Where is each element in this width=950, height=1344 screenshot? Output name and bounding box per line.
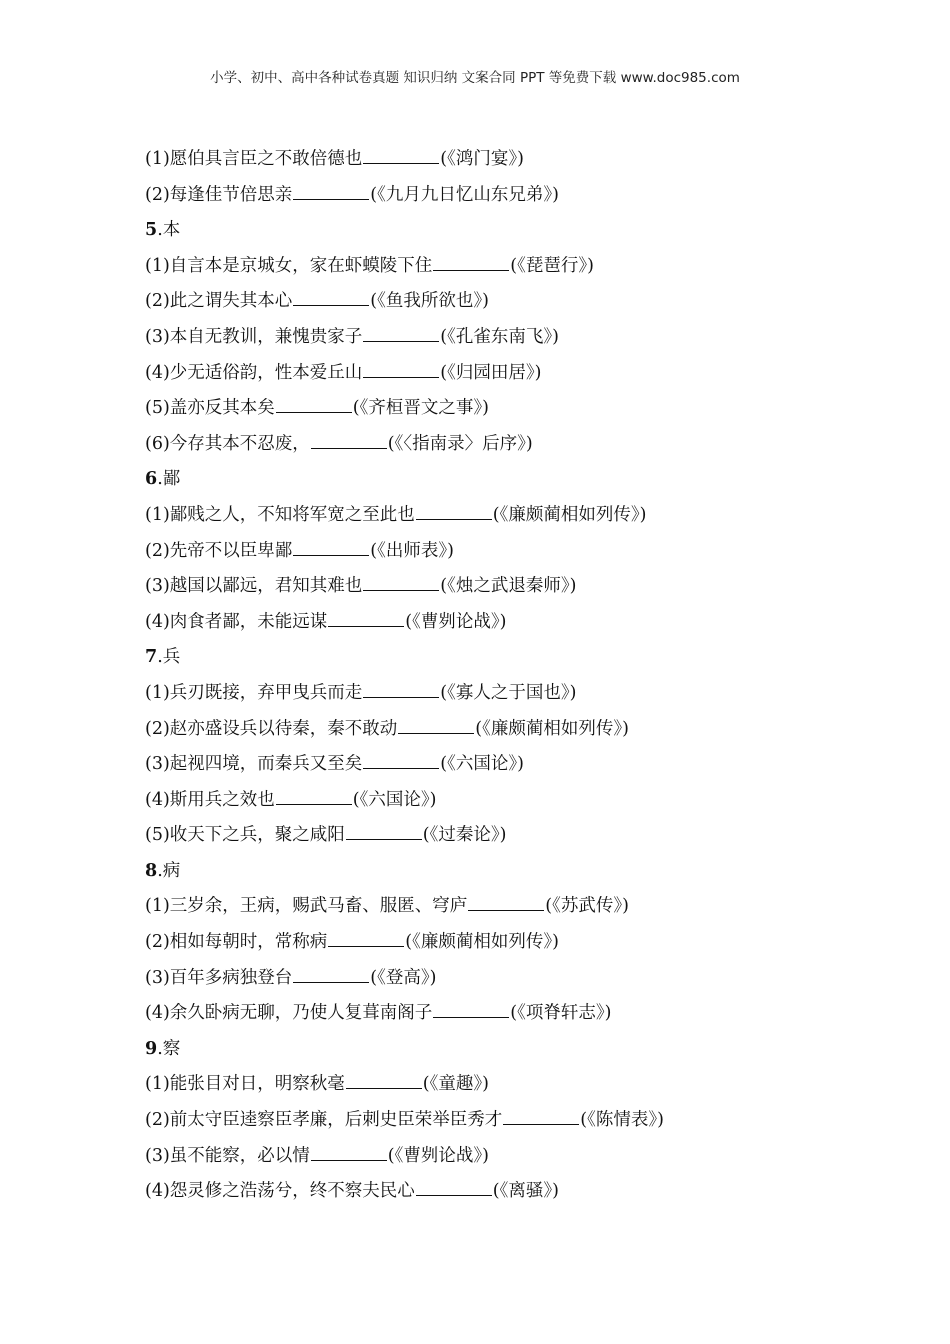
exercise-item	[145, 1139, 905, 1175]
exercise-item	[145, 925, 905, 961]
answer-blank[interactable]	[293, 288, 369, 306]
section-number: 8	[145, 860, 158, 881]
source-title: (《六国论》)	[352, 789, 437, 810]
source-title: (《烛之武退秦师》)	[440, 576, 577, 597]
answer-blank[interactable]	[398, 716, 474, 734]
answer-blank[interactable]	[468, 893, 544, 911]
exercise-item	[145, 356, 905, 392]
answer-blank[interactable]	[276, 787, 352, 805]
sentence-text: (1)自言本是京城女，家在虾蟆陵下住	[145, 255, 433, 276]
source-title: (《鸿门宴》)	[440, 149, 524, 169]
exercise-item	[145, 889, 905, 925]
sentence-text: (2)前太守臣逵察臣孝廉，后刺史臣荣举臣秀才	[145, 1110, 503, 1131]
sentence-text: (4)少无适俗韵，性本爱丘山	[145, 362, 363, 383]
source-title: (《琵琶行》)	[510, 255, 594, 276]
sentence-text: (6)今存其本不忍废，	[145, 433, 310, 454]
source-title: (《六国论》)	[440, 754, 524, 775]
sentence-text: (3)越国以鄙远，君知其难也	[145, 576, 363, 597]
source-title: (《廉颇蔺相如列传》)	[492, 504, 647, 525]
source-title: (《齐桓晋文之事》)	[352, 398, 489, 419]
sentence-text: (4)斯用兵之效也	[145, 789, 275, 810]
sentence-text: (3)虽不能察，必以情	[145, 1145, 310, 1166]
exercise-item	[145, 249, 905, 285]
source-title: (《鱼我所欲也》)	[370, 291, 489, 312]
source-title: (《曹刿论战》)	[405, 611, 507, 632]
answer-blank[interactable]	[363, 360, 439, 378]
sentence-text: (2)相如每朝时，常称病	[145, 932, 328, 953]
exercise-item	[145, 1067, 905, 1103]
exercise-item	[145, 605, 905, 641]
sentence-text: (1)兵刃既接，弃甲曳兵而走	[145, 682, 363, 703]
sentence-text: (2)先帝不以臣卑鄙	[145, 540, 293, 561]
source-title: (《孔雀东南飞》)	[440, 326, 559, 347]
answer-blank[interactable]	[346, 822, 422, 840]
sentence-text: (3)起视四境，而秦兵又至矣	[145, 754, 363, 775]
answer-blank[interactable]	[311, 431, 387, 449]
exercise-list	[145, 142, 905, 1210]
answer-blank[interactable]	[328, 609, 404, 627]
sentence-text: (3)百年多病独登台	[145, 967, 293, 988]
answer-blank[interactable]	[293, 538, 369, 556]
exercise-item	[145, 961, 905, 997]
section-heading	[145, 213, 905, 249]
section-heading	[145, 854, 905, 890]
exercise-item	[145, 747, 905, 783]
answer-blank[interactable]	[363, 751, 439, 769]
answer-blank[interactable]	[363, 573, 439, 591]
answer-blank[interactable]	[433, 1000, 509, 1018]
exercise-item	[145, 1174, 905, 1210]
exercise-item	[145, 284, 905, 320]
sentence-text: (1)愿伯具言臣之不敢倍德也	[145, 149, 363, 169]
sentence-text: (2)赵亦盛设兵以待秦，秦不敢动	[145, 718, 398, 739]
exercise-item	[145, 818, 905, 854]
source-title: (《苏武传》)	[545, 896, 629, 917]
exercise-item	[145, 569, 905, 605]
section-word: .兵	[157, 647, 181, 668]
section-heading	[145, 462, 905, 498]
sentence-text: (5)收天下之兵，聚之咸阳	[145, 825, 345, 846]
source-title: (《归园田居》)	[440, 362, 542, 383]
source-title: (《过秦论》)	[422, 825, 507, 846]
exercise-item	[145, 1103, 905, 1139]
source-title: (《曹刿论战》)	[387, 1145, 489, 1166]
answer-blank[interactable]	[363, 324, 439, 342]
section-number: 7	[145, 647, 158, 668]
section-heading	[145, 640, 905, 676]
section-number: 6	[145, 469, 158, 490]
answer-blank[interactable]	[276, 395, 352, 413]
source-title: (《离骚》)	[492, 1181, 559, 1202]
sentence-text: (4)肉食者鄙，未能远谋	[145, 611, 328, 632]
answer-blank[interactable]	[346, 1071, 422, 1089]
section-heading	[145, 1032, 905, 1068]
section-number: 9	[145, 1038, 158, 1059]
source-title: (《登高》)	[370, 967, 437, 988]
section-word: .本	[157, 220, 181, 241]
exercise-item	[145, 391, 905, 427]
section-word: .病	[157, 860, 181, 881]
sentence-text: (4)怨灵修之浩荡兮，终不察夫民心	[145, 1181, 415, 1202]
sentence-text: (1)鄙贱之人，不知将军宽之至此也	[145, 504, 415, 525]
sentence-text: (2)此之谓失其本心	[145, 291, 293, 312]
exercise-item	[145, 676, 905, 712]
answer-blank[interactable]	[363, 146, 439, 164]
source-title: (《童趣》)	[422, 1074, 489, 1095]
source-title: (《〈指南录〉后序》)	[387, 433, 533, 454]
source-title: (《九月九日忆山东兄弟》)	[370, 184, 559, 205]
source-title: (《廉颇蔺相如列传》)	[405, 932, 559, 953]
exercise-item	[145, 712, 905, 748]
source-title: (《寡人之于国也》)	[440, 682, 577, 703]
source-title: (《廉颇蔺相如列传》)	[475, 718, 629, 739]
exercise-item	[145, 320, 905, 356]
exercise-item	[145, 498, 905, 534]
sentence-text: (2)每逢佳节倍思亲	[145, 184, 293, 205]
sentence-text: (1)能张目对日，明察秋毫	[145, 1074, 345, 1095]
exercise-item	[145, 178, 905, 214]
answer-blank[interactable]	[311, 1143, 387, 1161]
sentence-text: (5)盖亦反其本矣	[145, 398, 275, 419]
source-title: (《陈情表》)	[580, 1110, 664, 1131]
section-word: .鄙	[157, 469, 181, 490]
source-title: (《出师表》)	[370, 540, 454, 561]
answer-blank[interactable]	[293, 182, 369, 200]
sentence-text: (1)三岁余，王病，赐武马畜、服匿、穹庐	[145, 896, 468, 917]
answer-blank[interactable]	[416, 1178, 492, 1196]
section-word: .察	[157, 1038, 181, 1059]
exercise-item	[145, 427, 905, 463]
exercise-item	[145, 996, 905, 1032]
exercise-item	[145, 534, 905, 570]
answer-blank[interactable]	[503, 1107, 579, 1125]
sentence-text: (3)本自无教训，兼愧贵家子	[145, 326, 363, 347]
sentence-text: (4)余久卧病无聊，乃使人复葺南阁子	[145, 1003, 433, 1024]
exercise-item	[145, 783, 905, 819]
section-number: 5	[145, 220, 158, 241]
exercise-item	[145, 142, 905, 178]
page-header: 小学、初中、高中各种试卷真题 知识归纳 文案合同 PPT 等免费下载 www.doc985.com	[210, 70, 740, 86]
answer-blank[interactable]	[416, 502, 492, 520]
answer-blank[interactable]	[363, 680, 439, 698]
answer-blank[interactable]	[328, 929, 404, 947]
answer-blank[interactable]	[293, 965, 369, 983]
answer-blank[interactable]	[433, 253, 509, 271]
source-title: (《项脊轩志》)	[510, 1003, 612, 1024]
